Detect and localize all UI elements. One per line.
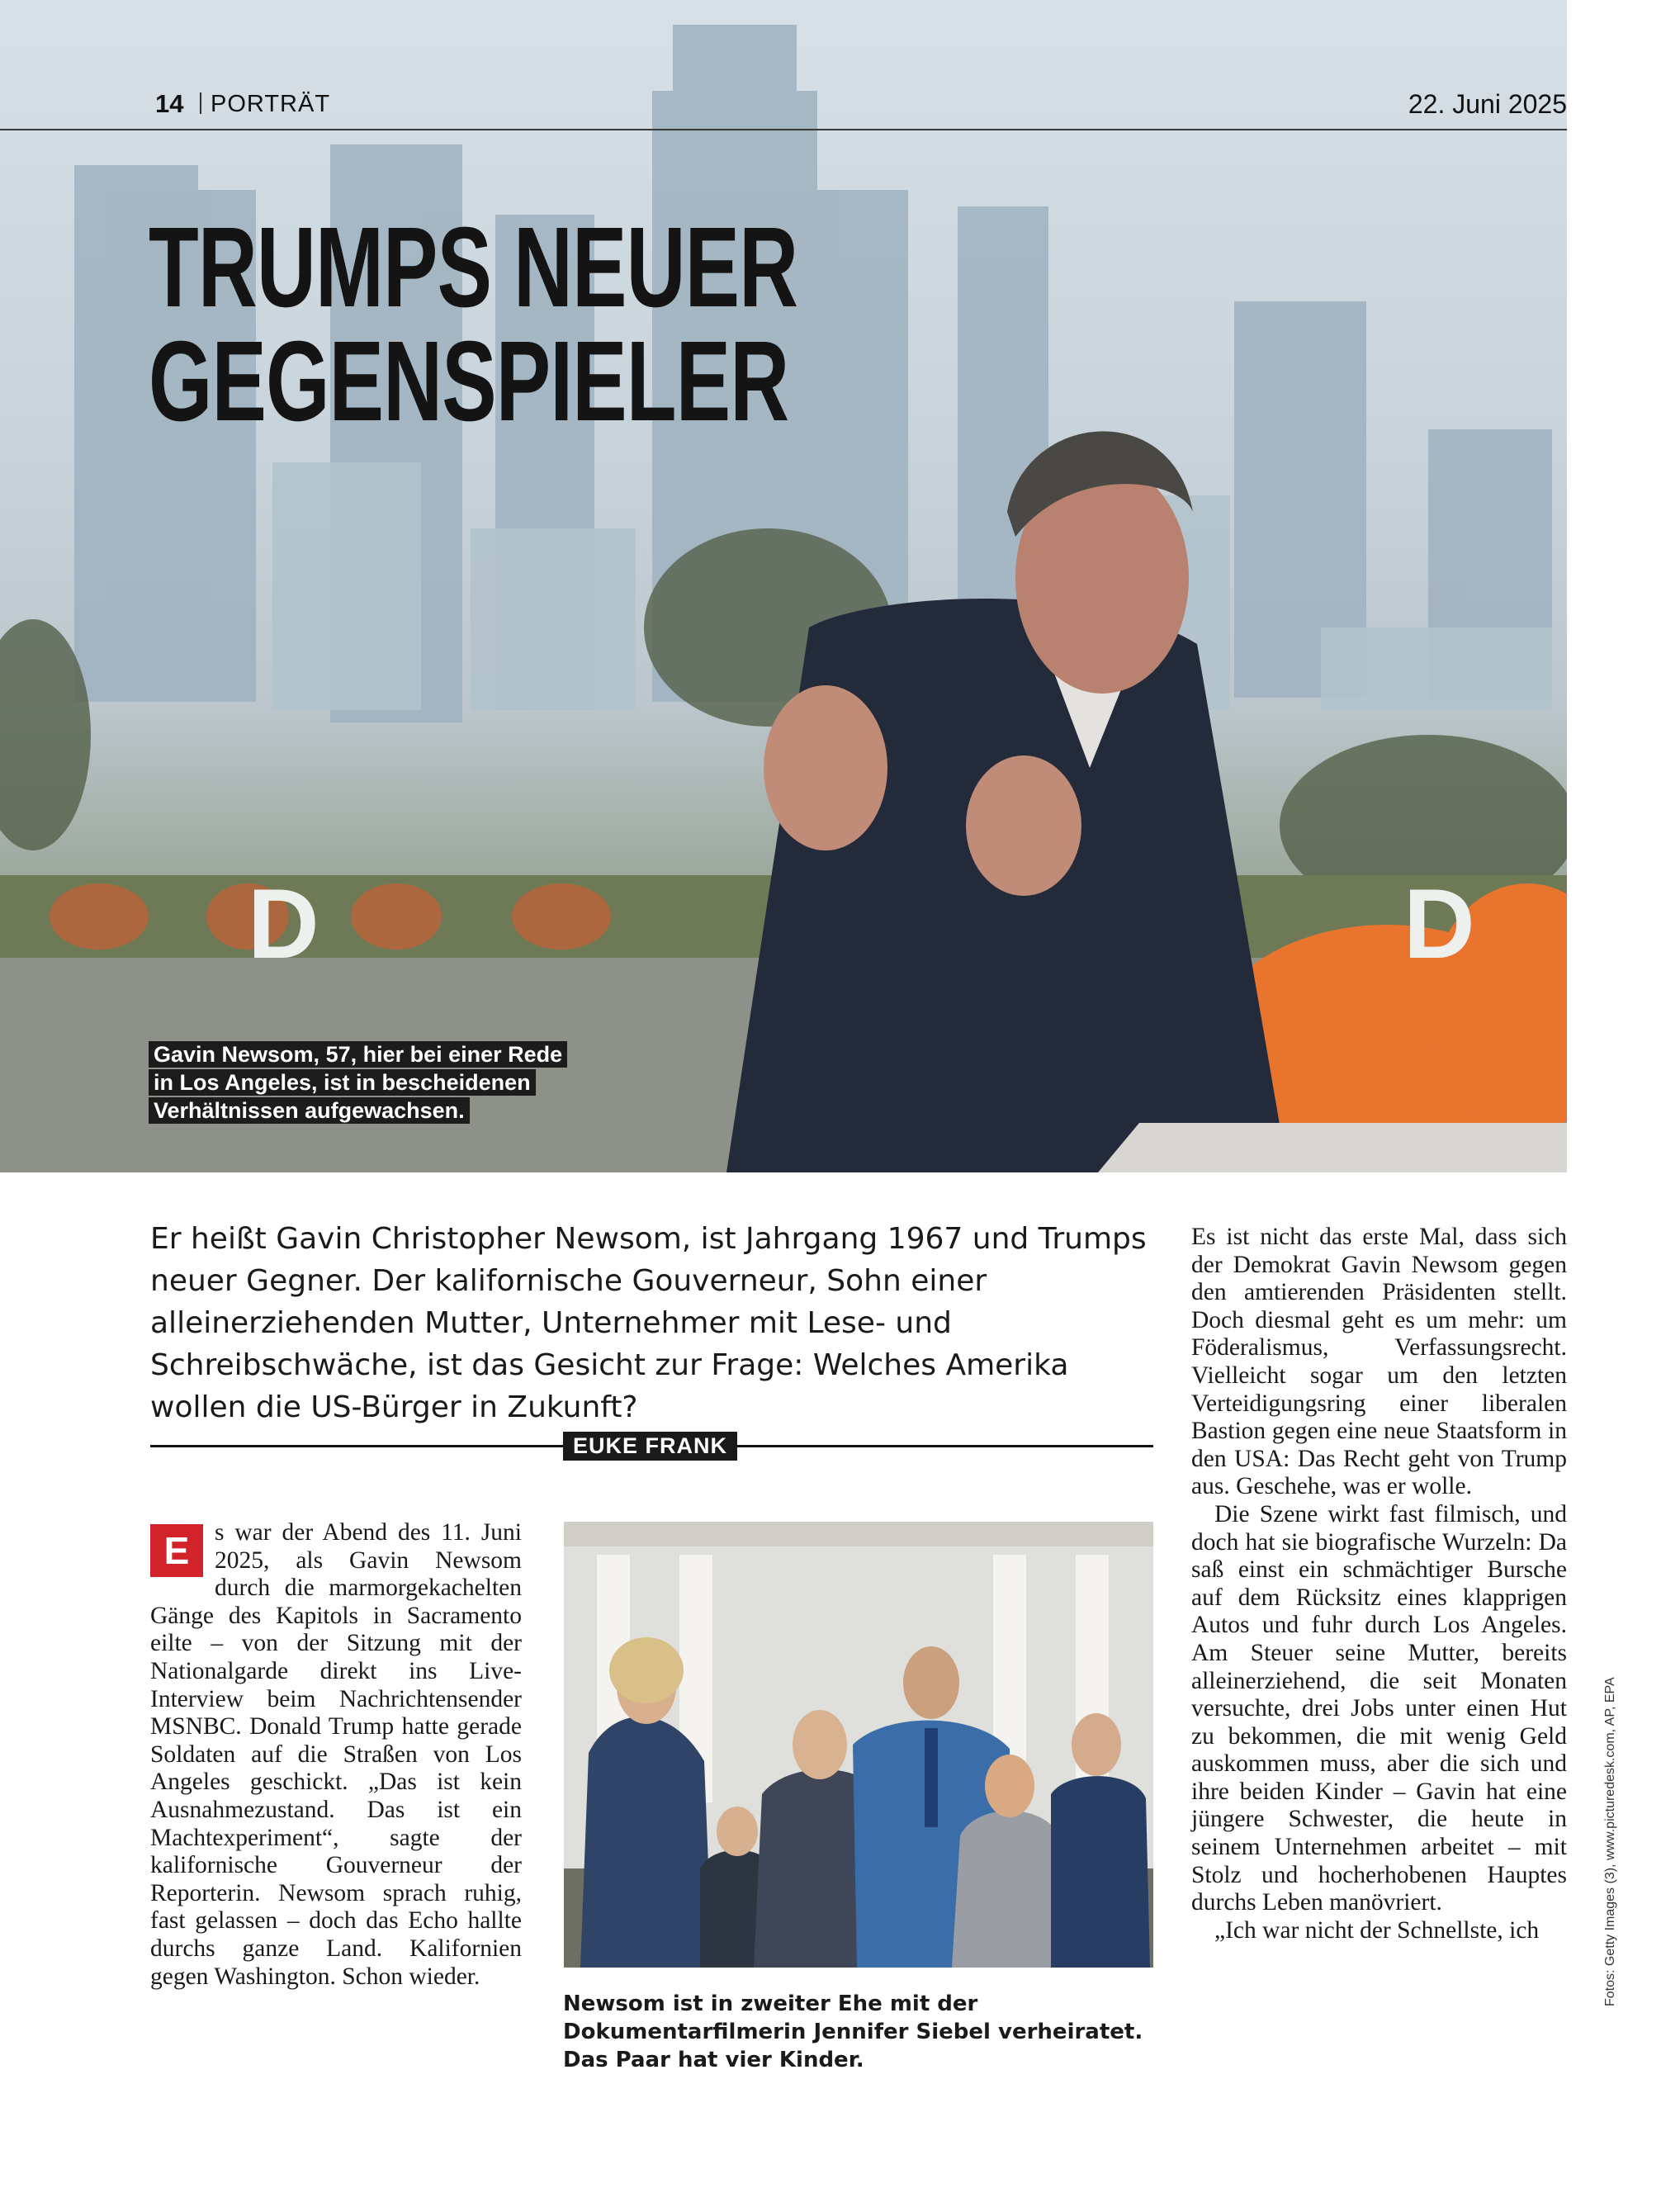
- byline-author: EUKE FRANK: [563, 1432, 737, 1461]
- page-header: [0, 89, 1567, 130]
- photo-credit: Fotos: Getty Images (3), www.picturedesk.com, AP, EPA: [1603, 1677, 1617, 2006]
- family-photo: [564, 1522, 1153, 1968]
- header-divider: [200, 92, 201, 114]
- body-left-text: s war der Abend des 11. Juni 2025, als Gavin Newsom durch die marmorgekachelten Gänge des Kapitols in Sacramento eilte – von der Sitzung mit der Nationalgarde direkt ins Live-Interview beim Nachrichtensender MSNBC. Donald Trump hatte gerade Soldaten auf die Straßen von Los Angeles geschickt. „Das ist kein Ausnahmezustand. Das ist ein Machtexperiment“, sagte der kalifornische Gouverneur der Reporterin. Newsom sprach ruhig, fast gelassen – doch das Echo hallte durchs ganze Land. Kalifornien gegen Washington. Schon wieder.: [150, 1519, 522, 1990]
- family-photo-scene: [564, 1522, 1153, 1968]
- svg-text:D: D: [248, 869, 319, 979]
- family-photo-caption: Newsom ist in zweiter Ehe mit der Dokumentarfilmerin Jennifer Siebel verheiratet. Das Paar hat vier Kinder.: [563, 1991, 1143, 2072]
- headline: [149, 204, 798, 445]
- hero-photo: [0, 0, 1567, 1172]
- drop-cap: E: [150, 1524, 203, 1577]
- body-column-right: [1191, 1224, 1567, 1944]
- headline-line-2: GEGENSPIELER: [149, 318, 789, 445]
- headline-line-1: TRUMPS NEUER: [149, 204, 798, 331]
- issue-date: 22. Juni 2025: [1408, 89, 1567, 119]
- skyline-scene: [0, 0, 1567, 1172]
- body-right-paragraph-2: Die Szene wirkt fast filmisch, und doch hat sie biografische Wurzeln: Da saß einst ein schmächtiger Bursche auf dem Rücksitz eines klapprigen Autos und fuhr durch Los Angeles. Am Steuer seine Mutter, bereits alleinerziehend, die seit Monaten versuchte, drei Jobs unter einen Hut zu bekommen, die mit wenig Geld auskommen muss, aber die sich und ihre beiden Kinder – Gavin hat eine jüngere Schwester, die heute in seinem Unternehmen arbeitet – mit Stolz und hocherhobenen Hauptes durchs Leben manövriert.: [1191, 1500, 1567, 1916]
- svg-text:D: D: [1403, 869, 1475, 979]
- hero-caption-line-3: Verhältnissen aufgewachsen.: [149, 1097, 470, 1124]
- lead-paragraph: Er heißt Gavin Christopher Newsom, ist Jahrgang 1967 und Trumps neuer Gegner. Der kalifornische Gouverneur, Sohn einer alleinerziehenden Mutter, Unternehmer mit Lese- und Schreibschwäche, ist das Gesicht zur Frage: Welches Amerika wollen die US-Bürger in Zukunft?: [150, 1222, 1147, 1424]
- hero-caption-line-1: Gavin Newsom, 57, hier bei einer Rede: [149, 1041, 567, 1068]
- body-column-left: [150, 1519, 522, 1991]
- body-right-paragraph-1: Es ist nicht das erste Mal, dass sich der Demokrat Gavin Newsom gegen den amtierenden Präsidenten stellt. Doch diesmal geht es um mehr: um Föderalismus, Verfassungsrecht. Vielleicht sogar um den letzten Verteidigungsring einer liberalen Bastion gegen eine neue Staatsform in den USA: Das Recht geht von Trump aus. Geschehe, was er wolle.: [1191, 1224, 1567, 1500]
- hero-caption: [149, 1040, 578, 1125]
- body-right-paragraph-3: „Ich war nicht der Schnellste, ich: [1214, 1916, 1540, 1944]
- section-label: PORTRÄT: [211, 91, 331, 117]
- hero-caption-line-2: in Los Angeles, ist in bescheidenen: [149, 1069, 536, 1096]
- page-number: 14: [155, 89, 184, 118]
